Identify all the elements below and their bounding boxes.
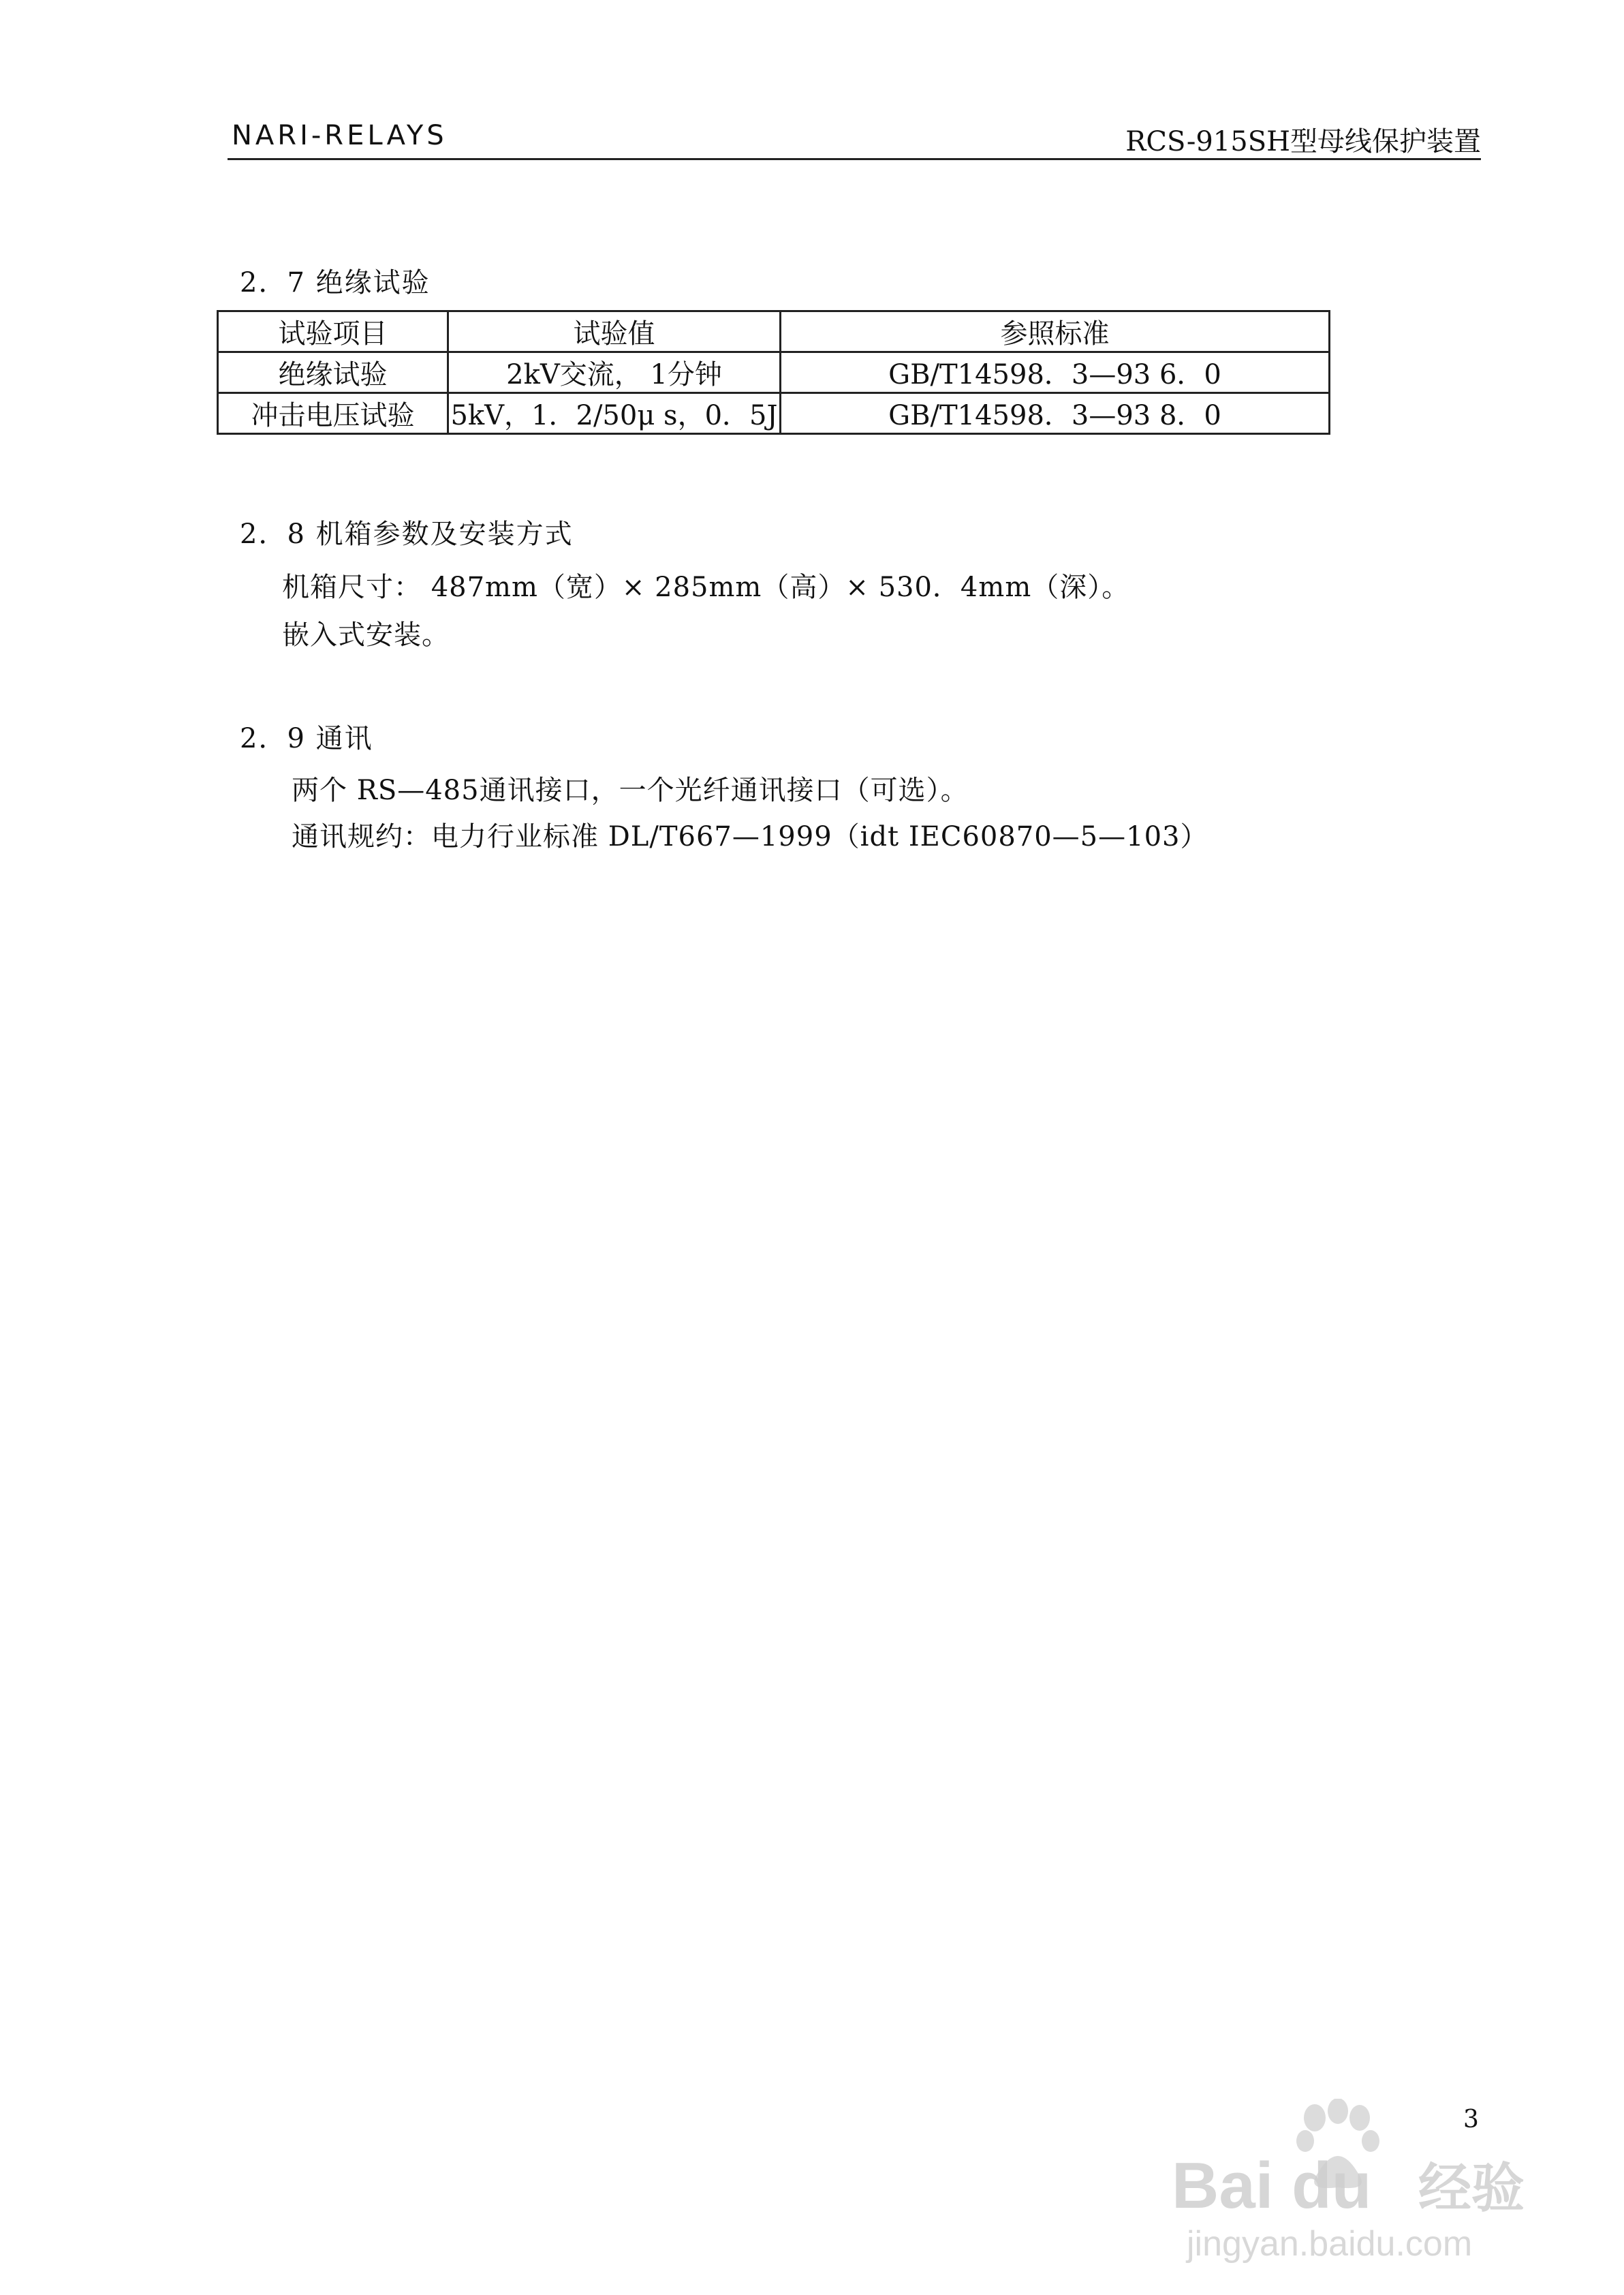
table-header-row [218, 311, 1330, 352]
watermark-url: jingyan.baidu.com [1187, 2224, 1473, 2264]
section-2-7-heading: 2．7 绝缘试验 [240, 267, 431, 298]
table-cell: 冲击电压试验 [218, 393, 448, 434]
section-2-8-line: 嵌入式安装。 [282, 619, 450, 651]
table-cell: 5kV，1．2/50μ s，0．5J [448, 393, 781, 434]
table-row [218, 393, 1330, 434]
table-cell: GB/T14598．3—93 6．0 [781, 352, 1330, 393]
table-cell: 2kV交流， 1分钟 [448, 352, 781, 393]
section-2-9-line: 通讯规约：电力行业标准 DL/T667—1999（idt IEC60870—5—103） [292, 821, 1208, 852]
table-header-cell: 试验值 [448, 311, 781, 352]
header-right: RCS-915SH型母线保护装置 [1125, 126, 1481, 157]
watermark-brand: Bai du [1172, 2149, 1372, 2222]
header-rule [228, 158, 1481, 160]
section-2-9-line: 两个 RS—485通讯接口，一个光纤通讯接口（可选）。 [292, 775, 969, 806]
section-2-8-heading: 2．8 机箱参数及安装方式 [240, 519, 574, 550]
header-left: NARI-RELAYS [232, 120, 448, 151]
table-header-cell: 试验项目 [218, 311, 448, 352]
table-row [218, 352, 1330, 393]
page-number: 3 [1463, 2106, 1479, 2134]
watermark-brand-cn: 经验 [1418, 2158, 1525, 2219]
section-2-9-heading: 2．9 通讯 [240, 723, 373, 754]
baidu-jingyan-watermark [1166, 2099, 1548, 2276]
table-cell: GB/T14598．3—93 8．0 [781, 393, 1330, 434]
table-cell: 绝缘试验 [218, 352, 448, 393]
table-header-cell: 参照标准 [781, 311, 1330, 352]
section-2-8-line: 机箱尺寸： 487mm（宽）× 285mm（高）× 530．4mm（深）。 [282, 572, 1130, 603]
insulation-test-table [217, 310, 1330, 435]
